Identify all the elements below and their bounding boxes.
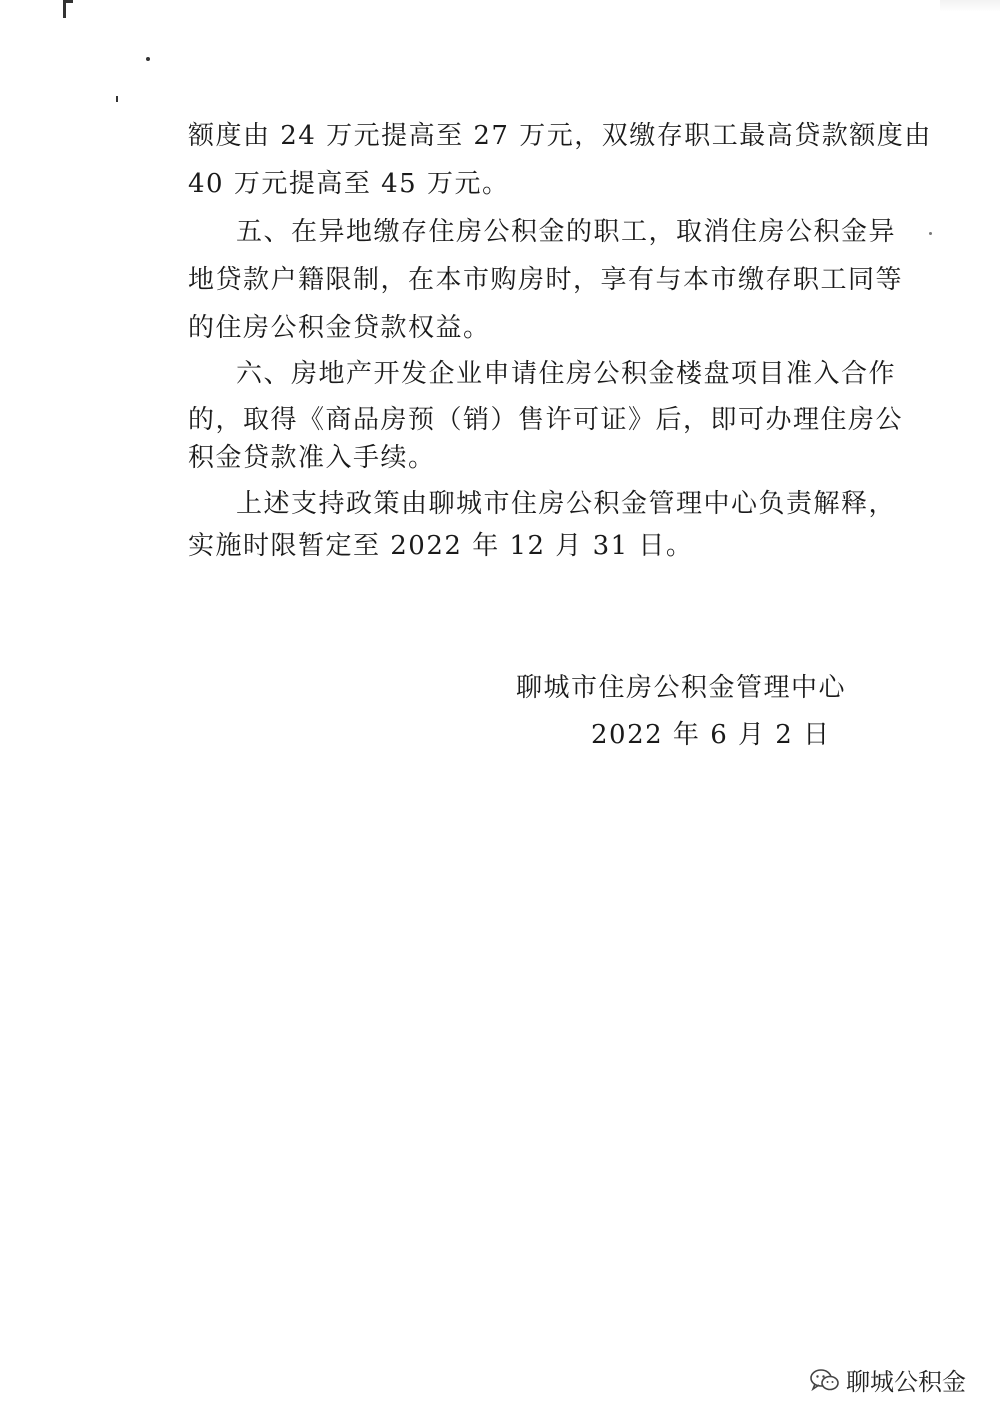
body-line: 40 万元提高至 45 万元。: [188, 169, 510, 199]
watermark: [810, 1362, 966, 1397]
scan-artifact: [116, 96, 118, 102]
scan-artifact: [63, 0, 73, 3]
scan-artifact: [929, 232, 932, 235]
body-line: 上述支持政策由聊城市住房公积金管理中心负责解释，: [236, 489, 897, 519]
body-line: 的，取得《商品房预（销）售许可证》后，即可办理住房公: [188, 405, 904, 435]
body-line: 六、房地产开发企业申请住房公积金楼盘项目准入合作: [236, 359, 897, 389]
scan-artifact: [146, 57, 150, 61]
scan-artifact: [940, 0, 1000, 12]
signature-organization: 聊城市住房公积金管理中心: [516, 673, 847, 703]
watermark-text: 聊城公积金: [846, 1368, 966, 1396]
body-line: 地贷款户籍限制，在本市购房时，享有与本市缴存职工同等: [188, 265, 904, 295]
body-line: 的住房公积金贷款权益。: [188, 313, 491, 343]
body-line: 实施时限暂定至 2022 年 12 月 31 日。: [188, 531, 694, 561]
wechat-icon: [810, 1368, 840, 1392]
body-line: 额度由 24 万元提高至 27 万元，双缴存职工最高贷款额度由: [188, 121, 932, 151]
body-line: 五、在异地缴存住房公积金的职工，取消住房公积金异: [236, 217, 897, 247]
body-line: 积金贷款准入手续。: [188, 443, 436, 473]
signature-date: 2022 年 6 月 2 日: [591, 720, 831, 750]
